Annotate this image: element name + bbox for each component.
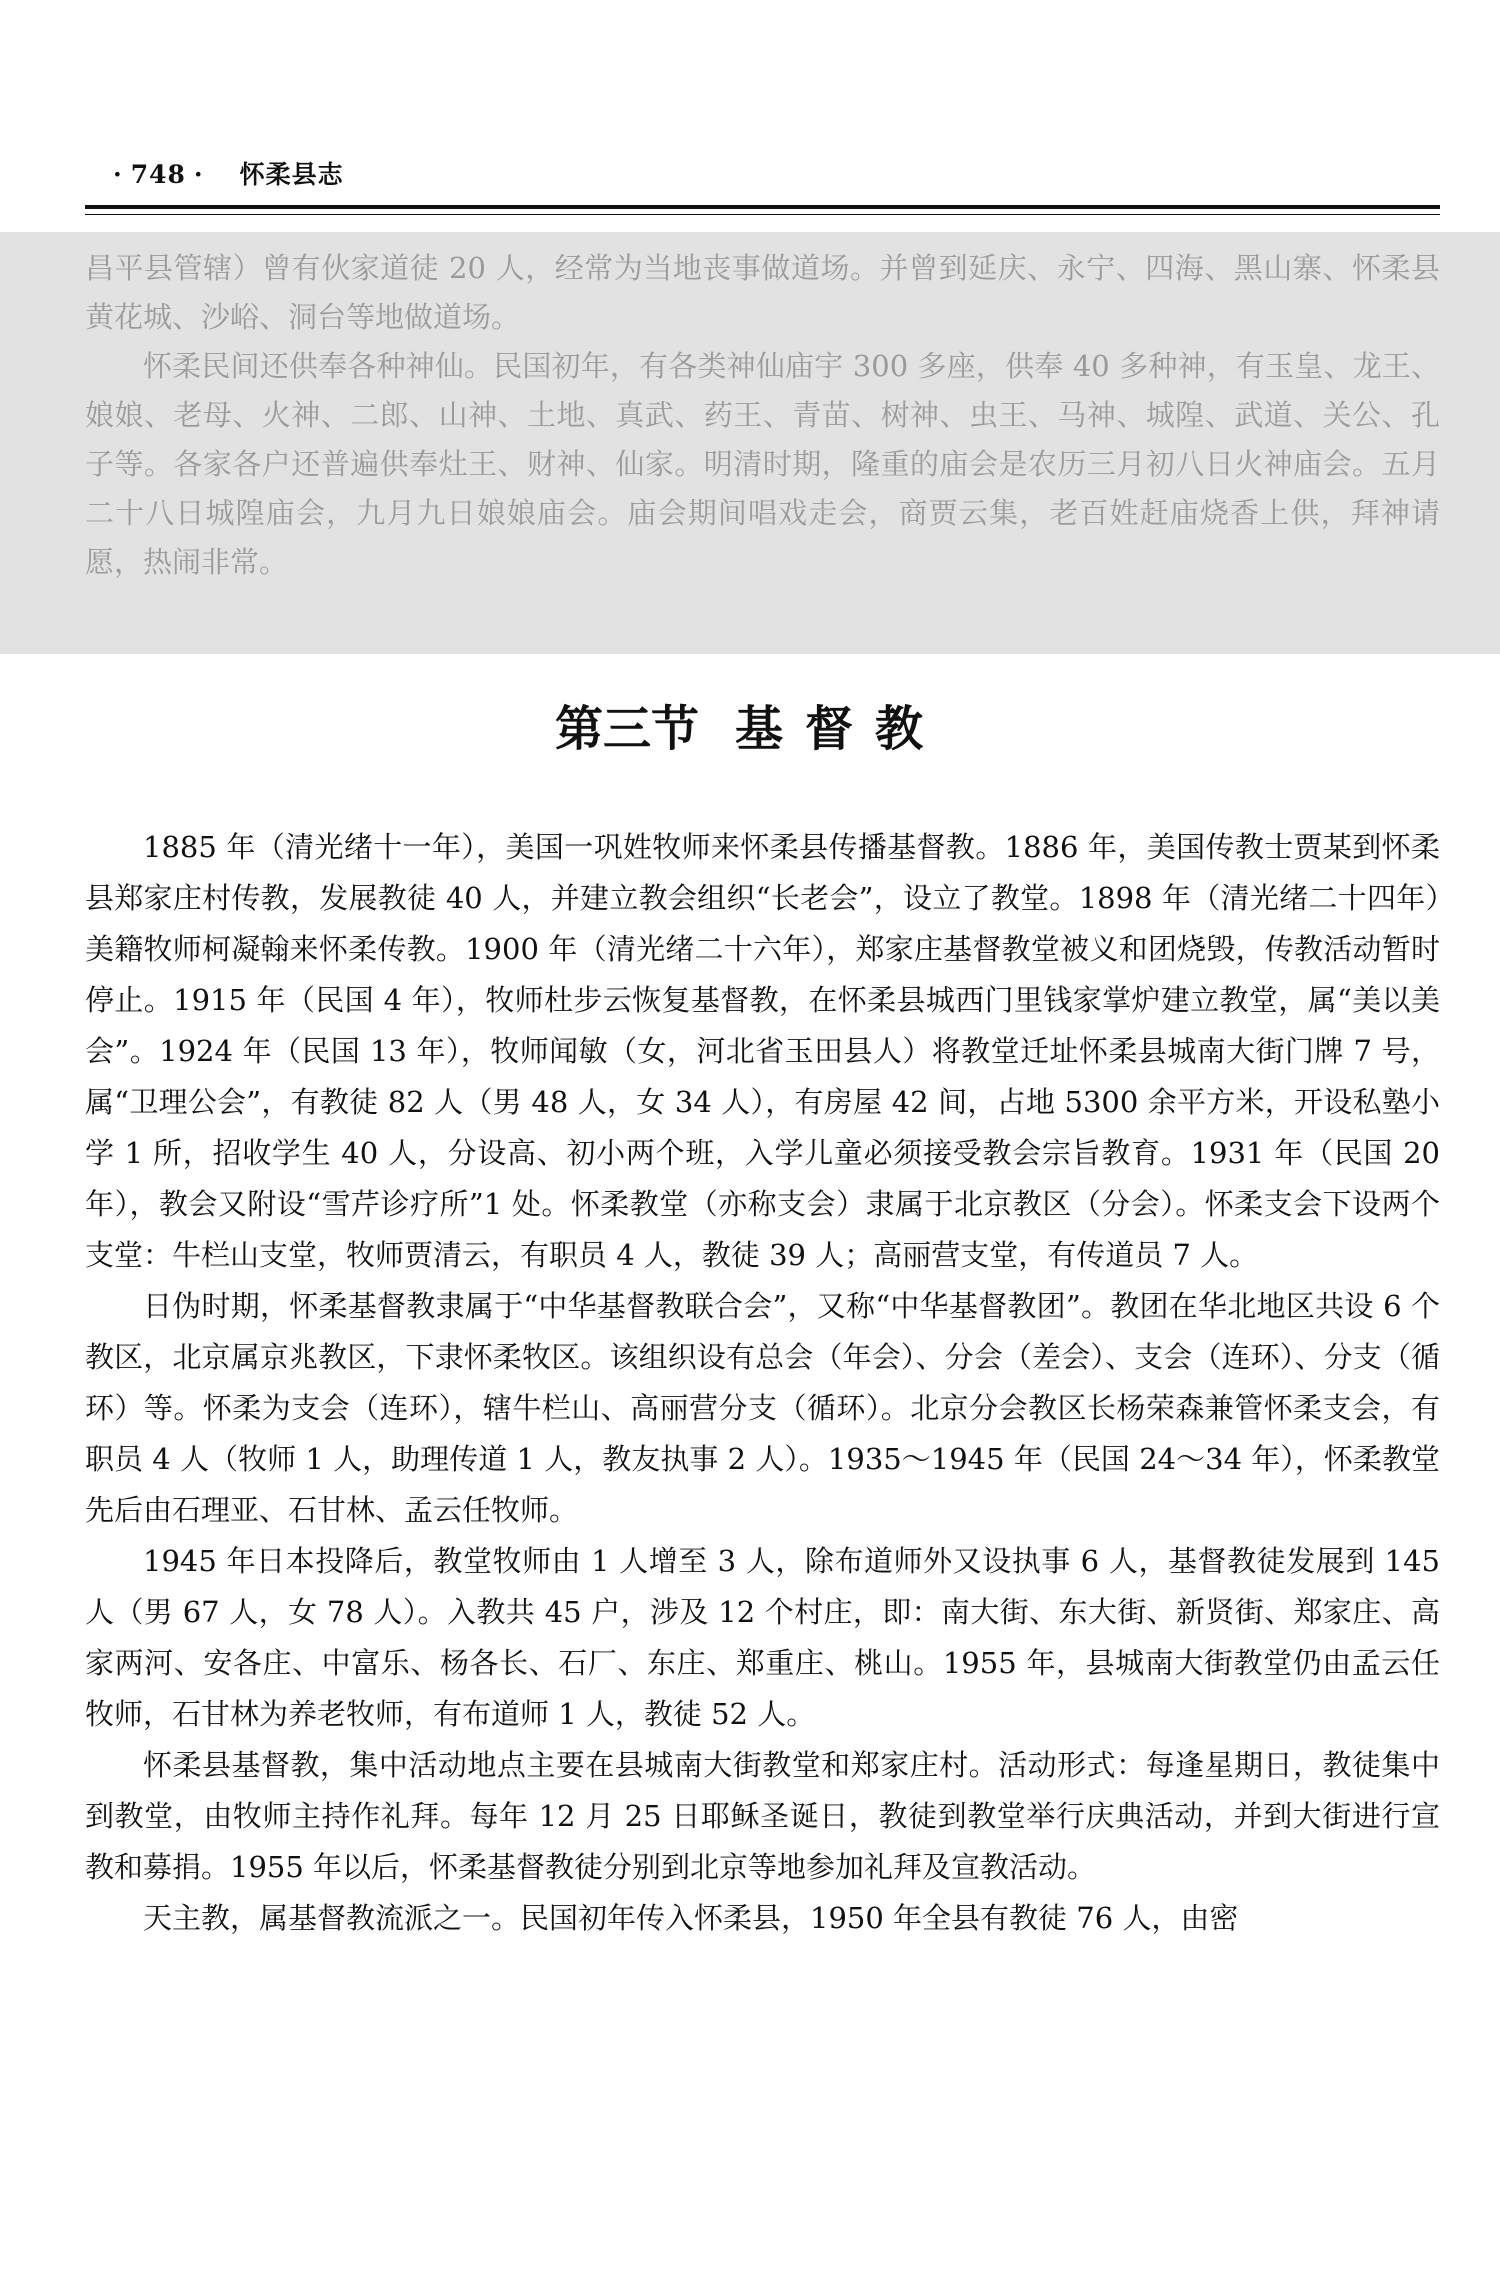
header-rule-thick <box>85 205 1440 209</box>
previous-paragraph-1: 昌平县管辖）曾有伙家道徒 20 人，经常为当地丧事做道场。并曾到延庆、永宁、四海、黑山寨、怀柔县黄花城、沙峪、洞台等地做道场。 <box>85 251 1440 334</box>
page-number: 748 <box>130 160 186 189</box>
previous-paragraph-2: 怀柔民间还供奉各种神仙。民国初年，有各类神仙庙宇 300 多座，供奉 40 多种神，有玉皇、龙王、娘娘、老母、火神、二郎、山神、土地、真武、药王、青苗、树神、虫王、马神、城隍、武道、关公、孔子等。各家各户还普遍供奉灶王、财神、仙家。明清时期，隆重的庙会是农历三月初八日火神庙会。五月二十八日城隍庙会，九月九日娘娘庙会。庙会期间唱戏走会，商贾云集，老百姓赶庙烧香上供，拜神请愿，热闹非常。 <box>85 349 1440 579</box>
header-rule-thin <box>85 214 1440 215</box>
previous-section-block <box>0 232 1500 654</box>
section-heading <box>0 690 1500 759</box>
running-header <box>105 155 344 191</box>
header-dot: · <box>193 160 204 189</box>
section-body <box>85 822 1440 1944</box>
body-paragraph-1: 1885 年（清光绪十一年），美国一巩姓牧师来怀柔县传播基督教。1886 年，美国传教士贾某到怀柔县郑家庄村传教，发展教徒 40 人，并建立教会组织“长老会”，设立了教堂。1898 年（清光绪二十四年）美籍牧师柯凝翰来怀柔传教。1900 年（清光绪二十六年），郑家庄基督教堂被义和团烧毁，传教活动暂时停止。1915 年（民国 4 年），牧师杜步云恢复基督教，在怀柔县城西门里钱家掌炉建立教堂，属“美以美会”。1924 年（民国 13 年），牧师闻敏（女，河北省玉田县人）将教堂迁址怀柔县城南大街门牌 7 号，属“卫理公会”，有教徒 82 人（男 48 人，女 34 人），有房屋 42 间，占地 5300 余平方米，开设私塾小学 1 所，招收学生 40 人，分设高、初小两个班，入学儿童必须接受教会宗旨教育。1931 年（民国 20 年），教会又附设“雪芹诊疗所”1 处。怀柔教堂（亦称支会）隶属于北京教区（分会）。怀柔支会下设两个支堂：牛栏山支堂，牧师贾清云，有职员 4 人，教徒 39 人；高丽营支堂，有传道员 7 人。 <box>85 830 1440 1272</box>
body-paragraph-5: 天主教，属基督教流派之一。民国初年传入怀柔县，1950 年全县有教徒 76 人，由密 <box>143 1901 1239 1935</box>
body-paragraph-2: 日伪时期，怀柔基督教隶属于“中华基督教联合会”，又称“中华基督教团”。教团在华北地区共设 6 个教区，北京属京兆教区，下隶怀柔牧区。该组织设有总会（年会）、分会（差会）、支会（连环）、分支（循环）等。怀柔为支会（连环），辖牛栏山、高丽营分支（循环）。北京分会教区长杨荣森兼管怀柔支会，有职员 4 人（牧师 1 人，助理传道 1 人，教友执事 2 人）。1935～1945 年（民国 24～34 年），怀柔教堂先后由石理亚、石甘林、孟云任牧师。 <box>85 1289 1440 1527</box>
header-dot: · <box>113 160 123 189</box>
section-number: 第三节 <box>554 701 699 757</box>
book-title: 怀柔县志 <box>239 160 344 189</box>
body-paragraph-3: 1945 年日本投降后，教堂牧师由 1 人增至 3 人，除布道师外又设执事 6 人，基督教徒发展到 145 人（男 67 人，女 78 人）。入教共 45 户，涉及 12 个村庄，即：南大街、东大街、新贤街、郑家庄、高家两河、安各庄、中富乐、杨各长、石厂、东庄、郑重庄、桃山。1955 年，县城南大街教堂仍由孟云任牧师，石甘林为养老牧师，有布道师 1 人，教徒 52 人。 <box>85 1544 1440 1731</box>
body-paragraph-4: 怀柔县基督教，集中活动地点主要在县城南大街教堂和郑家庄村。活动形式：每逢星期日，教徒集中到教堂，由牧师主持作礼拜。每年 12 月 25 日耶稣圣诞日，教徒到教堂举行庆典活动，并到大街进行宣教和募捐。1955 年以后，怀柔基督教徒分别到北京等地参加礼拜及宣教活动。 <box>85 1748 1440 1884</box>
section-name: 基督教 <box>735 701 946 757</box>
